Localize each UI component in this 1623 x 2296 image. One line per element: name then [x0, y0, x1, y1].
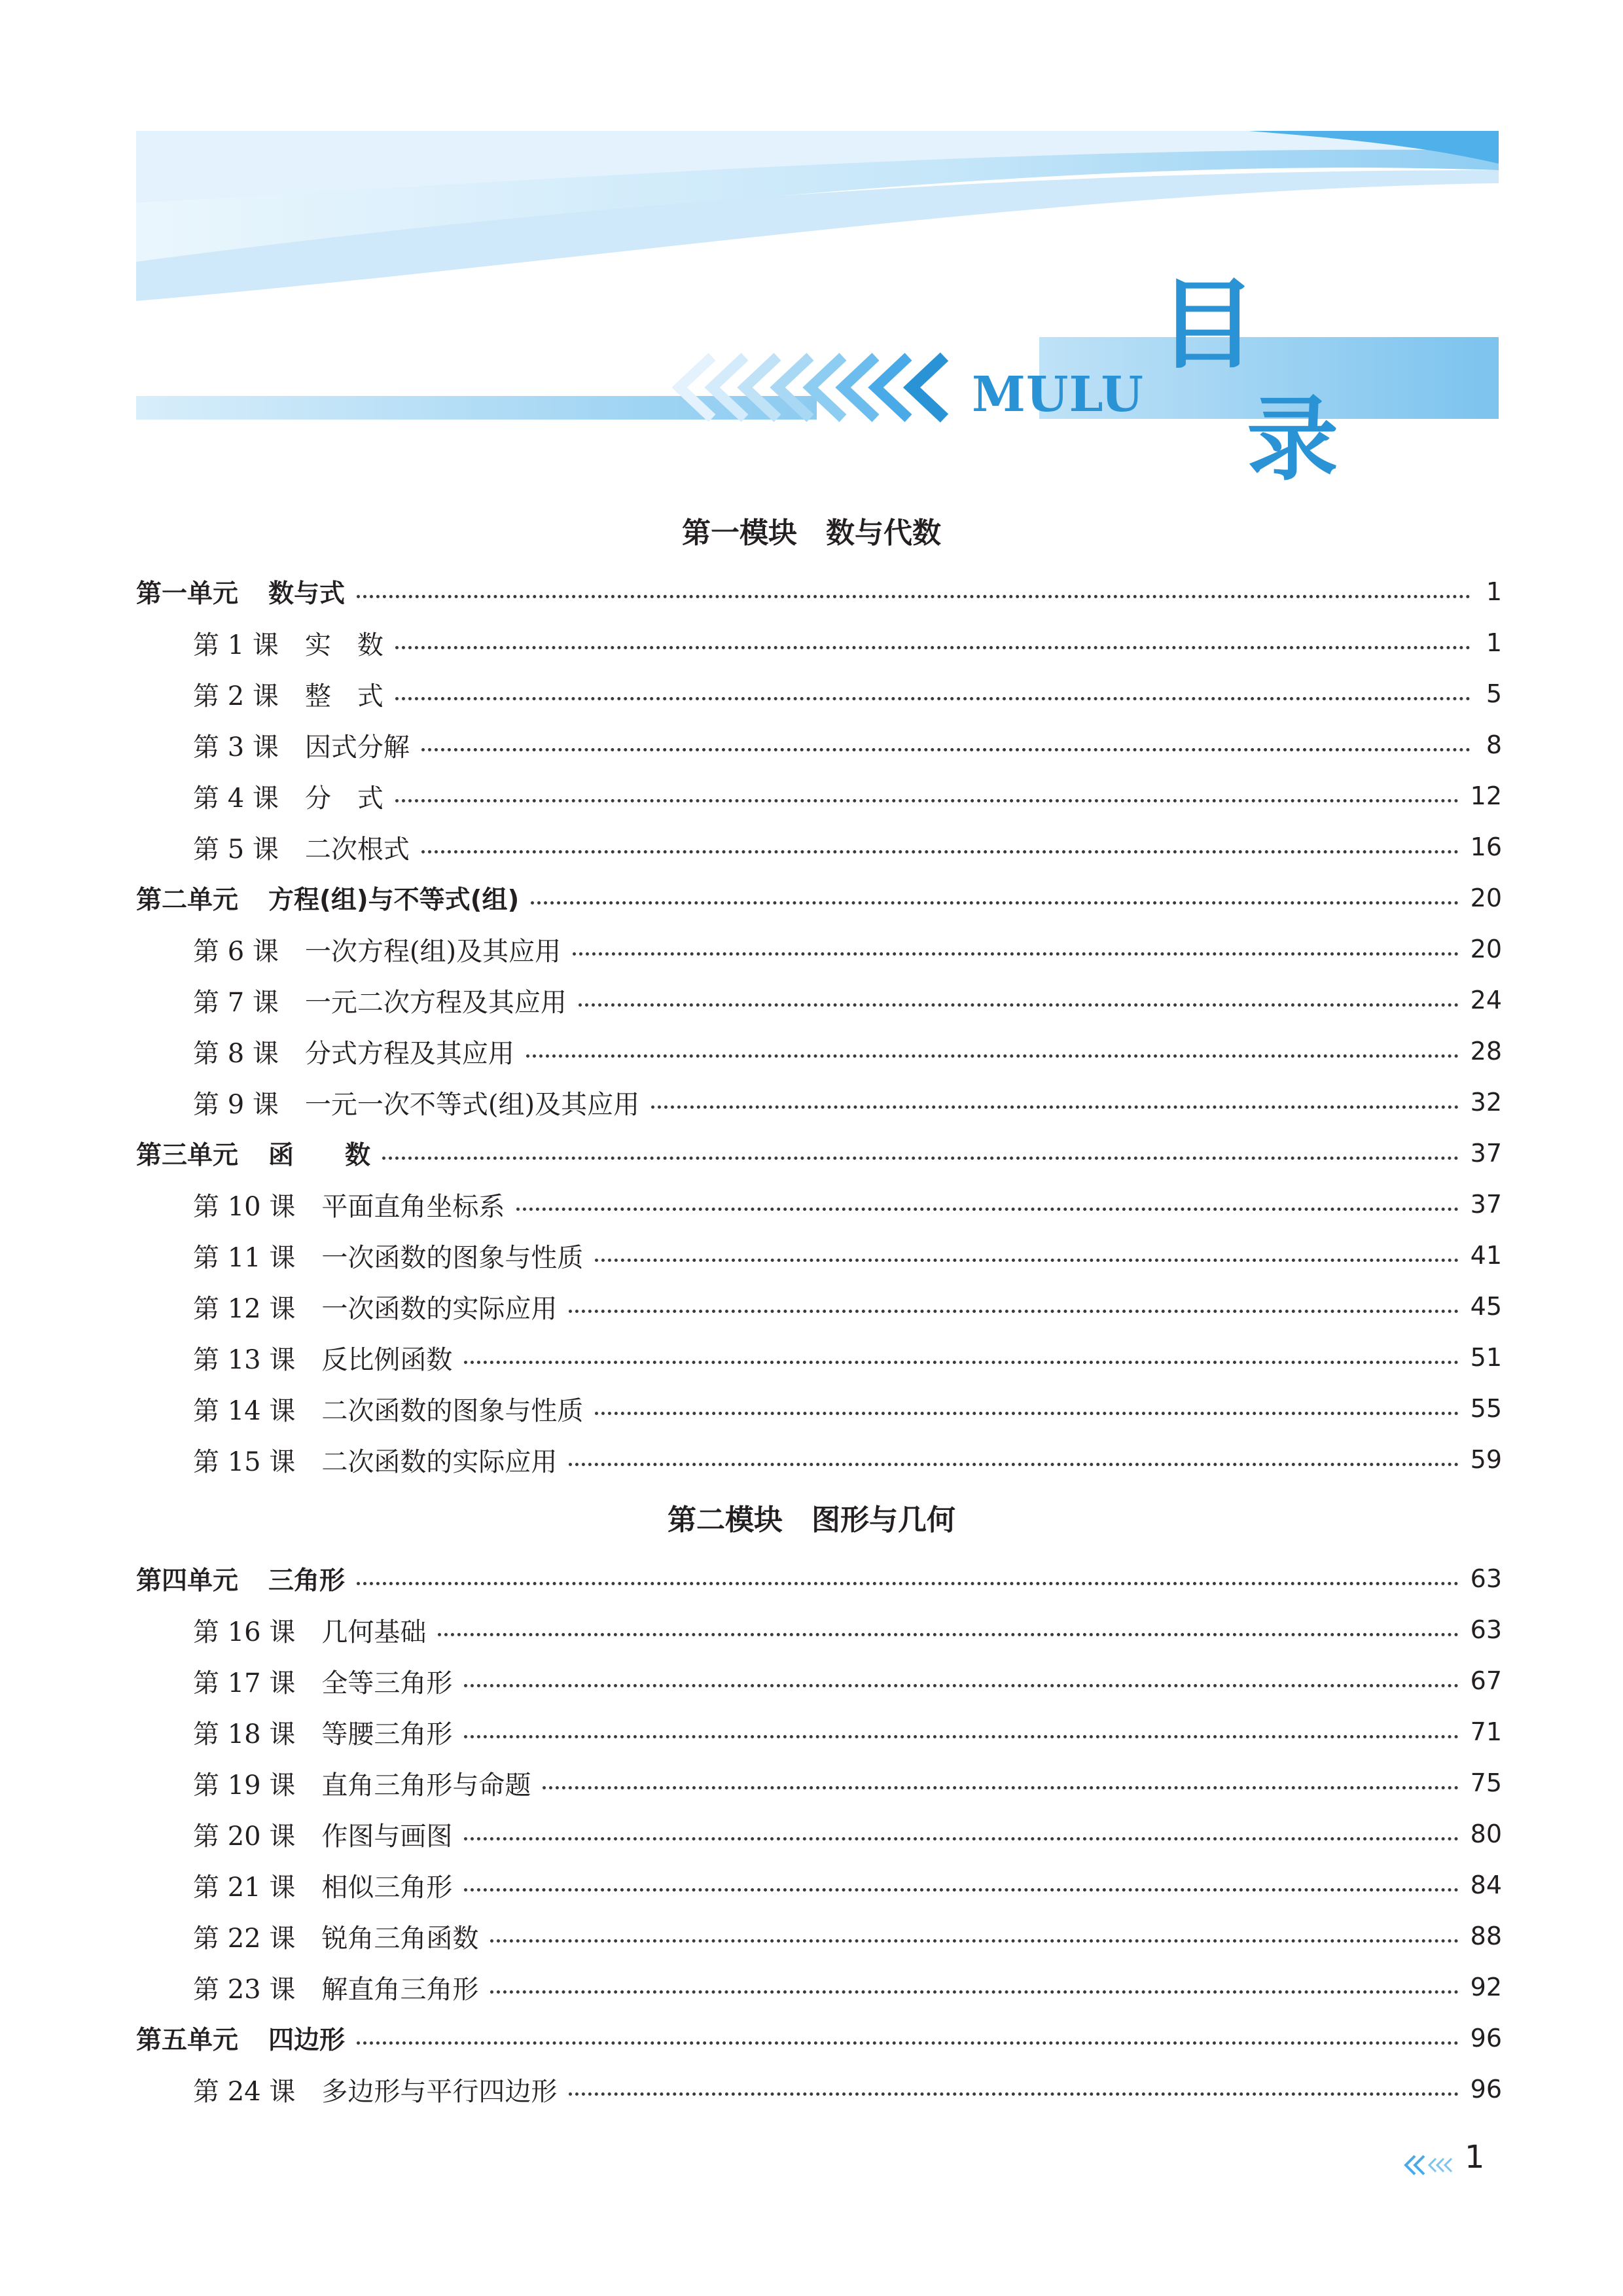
page-number: 28 [1470, 1037, 1502, 1066]
page-number: 75 [1470, 1768, 1502, 1797]
lesson-number: 第 2 课 [193, 681, 279, 711]
unit-number: 第二单元 [136, 886, 239, 915]
leader-dots [464, 1361, 1458, 1364]
lesson-title: 分式方程及其应用 [304, 1038, 514, 1069]
leader-dots [382, 1157, 1459, 1160]
lesson-number: 第 10 课 [193, 1191, 296, 1222]
page-number: 51 [1470, 1343, 1502, 1372]
lesson-title: 一次方程(组)及其应用 [304, 936, 562, 967]
leader-dots [357, 2041, 1459, 2045]
lesson-number: 第 15 课 [193, 1446, 296, 1477]
leader-dots [421, 748, 1471, 751]
toc-lesson-row[interactable] [193, 1610, 1502, 1649]
leader-dots [464, 1837, 1458, 1840]
page-number: 45 [1470, 1292, 1502, 1321]
page-number: 88 [1470, 1922, 1502, 1950]
page-number: 16 [1470, 833, 1502, 861]
lesson-title: 几何基础 [321, 1617, 427, 1647]
leader-dots [569, 2092, 1458, 2096]
toc-lesson-row[interactable] [193, 1865, 1502, 1905]
lesson-title: 因式分解 [304, 732, 410, 762]
lesson-title: 一元二次方程及其应用 [304, 987, 567, 1018]
lesson-number: 第 7 课 [193, 987, 279, 1018]
lesson-number: 第 8 课 [193, 1038, 279, 1069]
page-number: 96 [1470, 2024, 1502, 2053]
leader-dots [526, 1054, 1459, 1058]
toc-lesson-row[interactable] [193, 1031, 1502, 1071]
leader-dots [573, 952, 1459, 956]
page-number: 84 [1470, 1871, 1502, 1899]
lesson-title: 反比例函数 [321, 1344, 453, 1375]
toc-lesson-row[interactable] [193, 674, 1502, 713]
toc-unit-row[interactable] [136, 1134, 1502, 1173]
unit-number: 第五单元 [136, 2026, 239, 2055]
footer-page-number: 1 [1465, 2139, 1485, 2176]
lesson-title: 平面直角坐标系 [321, 1191, 505, 1222]
toc-lesson-row[interactable] [193, 1661, 1502, 1700]
lesson-number: 第 17 课 [193, 1668, 296, 1698]
lesson-title: 一次函数的图象与性质 [321, 1242, 584, 1273]
leader-dots [395, 799, 1459, 802]
page-number: 37 [1470, 1190, 1502, 1219]
unit-title: 函 数 [268, 1141, 371, 1170]
toc-lesson-row[interactable] [193, 725, 1502, 764]
page-number: 20 [1470, 935, 1502, 963]
toc-lesson-row[interactable] [193, 1916, 1502, 1956]
leader-dots [438, 1633, 1458, 1636]
leader-dots [357, 1582, 1459, 1585]
lesson-title: 多边形与平行四边形 [321, 2076, 558, 2107]
toc-unit-row[interactable] [136, 572, 1502, 611]
leader-dots [464, 1684, 1458, 1687]
leader-dots [531, 901, 1458, 905]
unit-title: 四边形 [268, 2026, 346, 2055]
lesson-number: 第 3 课 [193, 732, 279, 762]
lesson-title: 一次函数的实际应用 [321, 1293, 558, 1324]
page-number: 32 [1470, 1088, 1502, 1117]
lesson-title: 二次函数的实际应用 [321, 1446, 558, 1477]
toc-lesson-row[interactable] [193, 1389, 1502, 1428]
unit-number: 第四单元 [136, 1566, 239, 1596]
leader-dots [543, 1786, 1458, 1789]
toc-lesson-row[interactable] [193, 980, 1502, 1020]
leader-dots [357, 595, 1471, 598]
unit-title: 数与式 [268, 579, 346, 609]
module-heading: 第一模块 数与代数 [682, 516, 941, 550]
lesson-number: 第 19 课 [193, 1770, 296, 1801]
toc-lesson-row[interactable] [193, 1712, 1502, 1751]
toc-lesson-row[interactable] [193, 1440, 1502, 1479]
toc-lesson-row[interactable] [193, 1763, 1502, 1803]
lesson-title: 解直角三角形 [321, 1974, 479, 2005]
toc-lesson-row[interactable] [193, 1814, 1502, 1854]
lesson-number: 第 23 课 [193, 1974, 296, 2005]
lesson-number: 第 5 课 [193, 834, 279, 865]
leader-dots [395, 646, 1471, 649]
lesson-number: 第 18 课 [193, 1719, 296, 1749]
leader-dots [595, 1259, 1458, 1262]
lesson-number: 第 12 课 [193, 1293, 296, 1324]
lesson-number: 第 11 课 [193, 1242, 296, 1273]
page-number: 41 [1470, 1241, 1502, 1270]
lesson-title: 二次根式 [304, 834, 410, 865]
lesson-number: 第 20 课 [193, 1821, 296, 1852]
lesson-number: 第 21 课 [193, 1872, 296, 1903]
lesson-number: 第 14 课 [193, 1395, 296, 1426]
lesson-title: 一元一次不等式(组)及其应用 [304, 1089, 640, 1120]
lesson-number: 第 24 课 [193, 2076, 296, 2107]
leader-dots [516, 1208, 1458, 1211]
toc-lesson-row[interactable] [193, 776, 1502, 816]
toc-lesson-row[interactable] [193, 1185, 1502, 1224]
page-number: 5 [1486, 679, 1502, 708]
lesson-title: 等腰三角形 [321, 1719, 453, 1749]
unit-number: 第一单元 [136, 579, 239, 609]
toc-lesson-row[interactable] [193, 929, 1502, 969]
module-heading: 第二模块 图形与几何 [668, 1503, 955, 1537]
lesson-number: 第 9 课 [193, 1089, 279, 1120]
leader-dots [569, 1310, 1458, 1313]
lesson-number: 第 16 课 [193, 1617, 296, 1647]
toc-lesson-row[interactable] [193, 1083, 1502, 1122]
mulu-english-title: MULU [972, 367, 1144, 423]
leader-dots [651, 1105, 1459, 1109]
leader-dots [490, 1990, 1458, 1994]
page-number: 63 [1470, 1615, 1502, 1644]
toc-lesson-row[interactable] [193, 2070, 1502, 2109]
page-number: 1 [1486, 628, 1502, 657]
page-number: 1 [1486, 577, 1502, 606]
page-number: 24 [1470, 986, 1502, 1014]
leader-dots [464, 1888, 1458, 1892]
chevron-left-icon [1400, 2153, 1459, 2177]
unit-title: 方程(组)与不等式(组) [268, 886, 520, 915]
lesson-title: 全等三角形 [321, 1668, 453, 1698]
toc-unit-row[interactable] [136, 2018, 1502, 2058]
page-number: 59 [1470, 1445, 1502, 1474]
toc-unit-row[interactable] [136, 1559, 1502, 1598]
unit-number: 第三单元 [136, 1141, 239, 1170]
toc-lesson-row[interactable] [193, 1338, 1502, 1377]
page-number: 20 [1470, 884, 1502, 912]
toc-lesson-row[interactable] [193, 827, 1502, 867]
page-number: 96 [1470, 2075, 1502, 2104]
leader-dots [595, 1412, 1458, 1415]
lesson-number: 第 4 课 [193, 783, 279, 814]
mulu-title-char-2: 录 [1247, 387, 1339, 493]
toc-lesson-row[interactable] [193, 623, 1502, 662]
lesson-number: 第 1 课 [193, 630, 279, 660]
page-number: 55 [1470, 1394, 1502, 1423]
lesson-number: 第 13 课 [193, 1344, 296, 1375]
page-number: 71 [1470, 1717, 1502, 1746]
lesson-title: 分 式 [304, 783, 383, 814]
lesson-title: 实 数 [304, 630, 383, 660]
page-number: 63 [1470, 1564, 1502, 1593]
unit-title: 三角形 [268, 1566, 346, 1596]
leader-dots [421, 850, 1459, 853]
toc-lesson-row[interactable] [193, 1287, 1502, 1326]
lesson-title: 相似三角形 [321, 1872, 453, 1903]
leader-dots [395, 697, 1471, 700]
page-number: 67 [1470, 1666, 1502, 1695]
lesson-number: 第 6 课 [193, 936, 279, 967]
leader-dots [569, 1463, 1458, 1466]
lesson-title: 锐角三角函数 [321, 1923, 479, 1954]
toc-lesson-row[interactable] [193, 1236, 1502, 1275]
page-number: 12 [1470, 781, 1502, 810]
page-number: 80 [1470, 1820, 1502, 1848]
leader-dots [579, 1003, 1459, 1007]
page-number: 92 [1470, 1973, 1502, 2001]
leader-dots [490, 1939, 1458, 1943]
page-number: 8 [1486, 730, 1502, 759]
leader-dots [464, 1735, 1458, 1738]
toc-unit-row[interactable] [136, 878, 1502, 918]
lesson-title: 二次函数的图象与性质 [321, 1395, 584, 1426]
lesson-title: 整 式 [304, 681, 383, 711]
lesson-number: 第 22 课 [193, 1923, 296, 1954]
toc-lesson-row[interactable] [193, 1967, 1502, 2007]
page-number: 37 [1470, 1139, 1502, 1168]
lesson-title: 作图与画图 [321, 1821, 453, 1852]
mulu-title-char-1: 目 [1158, 268, 1257, 382]
lesson-title: 直角三角形与命题 [321, 1770, 531, 1801]
